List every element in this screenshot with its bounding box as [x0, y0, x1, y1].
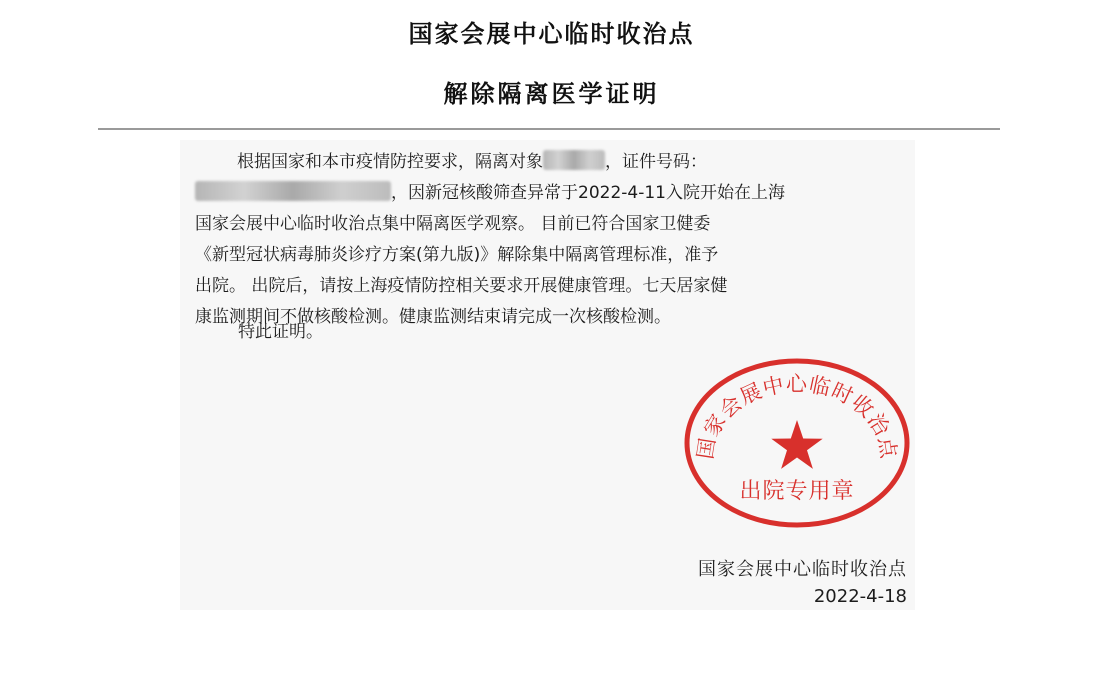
document-subtitle: 解除隔离医学证明 — [443, 80, 660, 108]
body-line-2: ，因新冠核酸筛查异常于2022-4-11入院开始在上海 — [195, 178, 915, 209]
official-seal-stamp — [683, 357, 911, 529]
body-line-6: 康监测期间不做核酸检测。健康监测结束请完成一次核酸检测。 — [195, 307, 671, 327]
body-line-1: 根据国家和本市疫情防控要求，隔离对象 ，证件号码： — [237, 152, 707, 172]
certificate-body — [195, 147, 915, 333]
issuer-organization: 国家会展中心临时收治点 — [698, 559, 907, 580]
body-line-4: 《新型冠状病毒肺炎诊疗方案(第九版)》解除集中隔离管理标准，准予 — [195, 245, 719, 265]
title-divider — [98, 128, 1000, 130]
redacted-id-number — [195, 181, 391, 201]
seal-star-icon — [771, 420, 822, 469]
document-title: 国家会展中心临时收治点 — [408, 20, 695, 48]
body-line-3: 国家会展中心临时收治点集中隔离医学观察。 目前已符合国家卫健委 — [195, 214, 711, 234]
issuer-signature — [698, 556, 907, 610]
seal-bottom-text: 出院专用章 — [739, 479, 855, 504]
redacted-name — [543, 150, 605, 170]
seal-arc-text: 国家会展中心临时收治点 — [693, 372, 901, 461]
body-line-5: 出院。 出院后，请按上海疫情防控相关要求开展健康管理。七天居家健 — [195, 276, 728, 296]
issue-date: 2022-4-18 — [813, 586, 907, 607]
closing-statement: 特此证明。 — [238, 322, 323, 342]
